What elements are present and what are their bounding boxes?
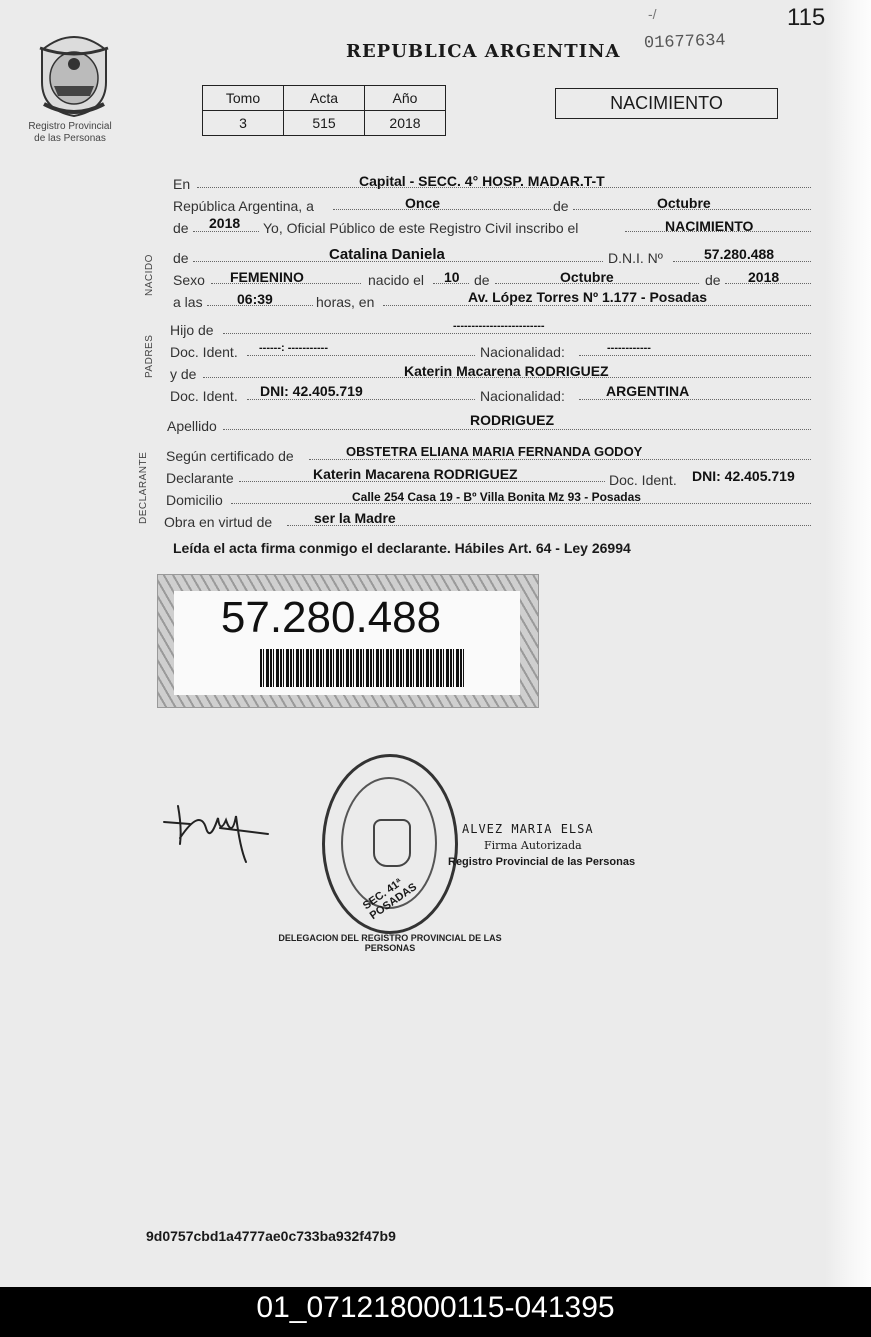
row-madre-doc [170, 383, 813, 404]
record-header-anio: Año [365, 86, 446, 111]
official-name: ALVEZ MARIA ELSA [462, 822, 594, 836]
row-sexo [173, 268, 813, 288]
label-sexo: Sexo [173, 272, 205, 288]
value-madre: Katerin Macarena RODRIGUEZ [404, 363, 609, 379]
dni-sticker [157, 574, 539, 708]
document-number: 01677634 [643, 31, 726, 54]
official-seal [278, 754, 502, 953]
registry-label-line2: de las Personas [34, 133, 106, 144]
value-declarante: Katerin Macarena RODRIGUEZ [313, 466, 518, 482]
label-de5: de [705, 272, 721, 288]
row-apellido [167, 412, 813, 434]
page-number: 115 [787, 4, 826, 31]
dni-sticker-panel [174, 591, 520, 695]
row-en [173, 172, 813, 192]
label-apellido: Apellido [167, 418, 217, 434]
record-value-anio: 2018 [365, 111, 446, 136]
value-inscribo: NACIMIENTO [665, 218, 754, 234]
label-padre-doc: Doc. Ident. [170, 344, 238, 360]
seal-emblem-icon [373, 819, 411, 867]
seal-inner-ring [341, 777, 437, 923]
row-obra [164, 510, 813, 530]
dots [223, 333, 811, 334]
dots [579, 355, 811, 356]
dots [579, 399, 811, 400]
value-hijo-de: ------------------------- [453, 320, 545, 332]
row-padre-doc [170, 340, 813, 360]
dots [223, 429, 811, 430]
record-table [202, 85, 446, 136]
label-yo: Yo, Oficial Público de este Registro Civil inscribo el [263, 220, 579, 236]
footer-bar [0, 1287, 871, 1337]
row-domicilio [166, 488, 813, 508]
official-org: Registro Provincial de las Personas [448, 856, 636, 868]
row-republica [173, 194, 813, 214]
label-padre-nac: Nacionalidad: [480, 344, 565, 360]
document-title: REPUBLICA ARGENTINA [346, 41, 621, 62]
act-type-box: NACIMIENTO [555, 88, 778, 119]
value-apellido: RODRIGUEZ [470, 412, 554, 428]
value-dia: Once [405, 195, 441, 211]
label-domicilio: Domicilio [166, 492, 223, 508]
row-yo [173, 216, 813, 236]
value-nac-anio: 2018 [748, 269, 780, 285]
label-nacido: nacido el [368, 272, 425, 288]
row-hora [173, 290, 813, 310]
label-dni: D.N.I. Nº [608, 250, 663, 266]
page-edge [825, 0, 871, 1287]
corner-mark: -/ [648, 6, 657, 22]
dots [193, 231, 259, 232]
side-label-nacido: NACIDO [144, 254, 155, 296]
label-de3: de [173, 250, 189, 266]
dots [247, 399, 475, 400]
signature-icon [160, 798, 272, 868]
value-declarante-doc: DNI: 42.405.719 [692, 468, 795, 484]
value-madre-nac: ARGENTINA [606, 383, 690, 399]
label-de: de [553, 198, 569, 214]
label-hijo-de: Hijo de [170, 322, 214, 338]
label-y-de: y de [170, 366, 197, 382]
dots [309, 459, 811, 460]
label-horas-en: horas, en [316, 294, 375, 310]
side-label-declarante: DECLARANTE [138, 451, 149, 524]
dots [333, 209, 551, 210]
value-padre-nac: ------------ [607, 342, 651, 354]
label-republica: República Argentina, a [173, 198, 314, 214]
value-anio: 2018 [209, 215, 241, 231]
label-madre-doc: Doc. Ident. [170, 388, 238, 404]
label-segun: Según certificado de [166, 448, 294, 464]
closing-text: Leída el acta firma conmigo el declarante. Hábiles Art. 64 - Ley 26994 [173, 540, 631, 556]
value-segun: OBSTETRA ELIANA MARIA FERNANDA GODOY [346, 444, 643, 459]
value-lugar: Av. López Torres Nº 1.177 - Posadas [468, 289, 708, 305]
label-declarante: Declarante [166, 470, 234, 486]
row-segun [166, 444, 813, 464]
value-nombre: Catalina Daniela [329, 246, 445, 263]
row-madre [170, 362, 813, 382]
label-obra: Obra en virtud de [164, 514, 273, 530]
value-obra: ser la Madre [314, 510, 396, 526]
label-a-las: a las [173, 294, 203, 310]
dots [383, 305, 811, 306]
label-de4: de [474, 272, 490, 288]
value-padre-doc: ------: ----------- [259, 342, 328, 354]
value-en: Capital - SECC. 4° HOSP. MADAR.T-T [359, 173, 605, 189]
footer-code: 01_071218000115-041395 [256, 1291, 615, 1324]
row-declarante [166, 466, 813, 488]
value-hora: 06:39 [237, 291, 273, 307]
barcode-icon [260, 649, 466, 687]
value-mes: Octubre [657, 195, 711, 211]
value-domicilio: Calle 254 Casa 19 - Bº Villa Bonita Mz 93 - Posadas [352, 490, 641, 504]
label-declarante-doc: Doc. Ident. [609, 472, 677, 488]
record-header-tomo: Tomo [203, 86, 284, 111]
seal-center-text: SEC. 41ª POSADAS [360, 876, 420, 923]
label-en: En [173, 176, 191, 192]
registry-label-line1: Registro Provincial [28, 121, 112, 132]
province-crest-icon [36, 30, 112, 118]
row-nombre [173, 246, 813, 266]
value-madre-doc: DNI: 42.405.719 [260, 383, 363, 399]
dni-sticker-number: 57.280.488 [220, 593, 442, 642]
document-hash: 9d0757cbd1a4777ae0c733ba932f47b9 [146, 1228, 396, 1244]
record-value-tomo: 3 [203, 111, 284, 136]
row-hijo-de [170, 318, 813, 338]
value-sexo: FEMENINO [230, 269, 304, 285]
value-nac-dia: 10 [444, 269, 460, 285]
dots [247, 355, 475, 356]
registry-label [14, 121, 126, 145]
official-role: Firma Autorizada [484, 839, 582, 852]
value-dni: 57.280.488 [704, 246, 775, 262]
seal-ring-text: DELEGACION DEL REGISTRO PROVINCIAL DE LAS PERSONAS [278, 933, 502, 953]
record-header-acta: Acta [284, 86, 365, 111]
value-nac-mes: Octubre [560, 269, 614, 285]
label-madre-nac: Nacionalidad: [480, 388, 565, 404]
side-label-padres: PADRES [144, 334, 155, 378]
record-value-acta: 515 [284, 111, 365, 136]
label-de2: de [173, 220, 189, 236]
